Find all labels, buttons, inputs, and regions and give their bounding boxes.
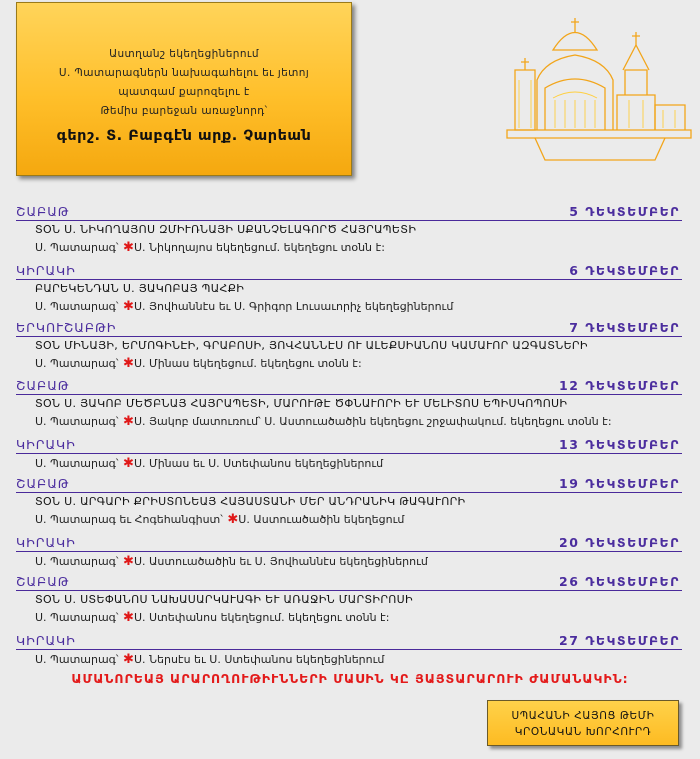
star-icon: ✱: [118, 554, 134, 569]
footer-line: ՍՊԱՀԱՆԻ ՀԱՅՈՑ ԹԵՄԻ: [511, 710, 655, 722]
header-text: [17, 45, 351, 121]
star-icon: ✱: [118, 456, 134, 471]
event-block: [16, 632, 682, 669]
event-feast: ՏՕՆ Ս. ՅԱԿՈԲ ՄԵԾԲՆԱՅ ՀԱՅՐԱՊԵՏԻ, ՄԱՐՈՒԹԷ ԾՓՆԱՒՈՐԻ ԵՒ ՄԵԼԻՏՈՍ ԵՊԻՍԿՈՊՈՍԻ: [35, 397, 568, 410]
star-icon: ✱: [118, 652, 134, 667]
event-day: ՇԱԲԱԹ: [16, 476, 70, 491]
liturgy-prefix: Ս. Պատարագ՝: [35, 611, 119, 624]
event-day: ՇԱԲԱԹ: [16, 574, 70, 589]
notice-text: ԱՄԱՆՈՐԵԱՅ ԱՐԱՐՈՂՈՒԹԻՒՆՆԵՐԻ ՄԱՍԻՆ ԿԸ ՅԱՅՏԱՐԱՐՈՒԻ ԺԱՄԱՆԱԿԻՆ:: [71, 671, 629, 686]
star-icon: ✱: [118, 610, 134, 625]
liturgy-prefix: Ս. Պատարագ՝: [35, 457, 119, 470]
header-line: պատգամ քարոզելու է: [118, 86, 250, 98]
star-icon: ✱: [118, 356, 134, 371]
liturgy-prefix: Ս. Պատարագ՝: [35, 300, 119, 313]
event-date: 13 ԴԵԿՏԵՄԲԵՐ: [559, 437, 680, 452]
header-line: Թեմիս բարեջան առաջնորդ՝: [100, 105, 268, 117]
star-icon: ✱: [118, 240, 134, 255]
event-header: [16, 436, 682, 454]
star-icon: ✱: [118, 299, 134, 314]
liturgy-detail: Ս. Յակոբ մատուռում՝ Ս. Աստուածածին եկեղեցու շրջափակում. եկեղեցու տօնն է:: [133, 415, 612, 428]
event-day: ԿԻՐԱԿԻ: [16, 263, 76, 278]
event-feast: ՏՕՆ ՄԻՆԱՅԻ, ԵՐՄՈԳԻՆԷԻ, ԳՐԱԲՈՍԻ, ՅՈՎՀԱՆՆԷՍ ՈՒ ԱԼԵՔՍԻԱՆՈՍ ԿԱՄԱՒՈՐ ԱԶԳԱՏՆԵՐԻ: [35, 339, 588, 352]
liturgy-detail: Ս. Նիկողայոս եկեղեցում. եկեղեցու տօնն է:: [133, 241, 385, 254]
event-date: 7 ԴԵԿՏԵՄԲԵՐ: [569, 320, 680, 335]
liturgy-detail: Ս. Մինաս եւ Ս. Ստեփանոս եկեղեցիներում: [133, 457, 384, 470]
event-block: [16, 262, 682, 316]
event-header: [16, 377, 682, 395]
event-date: 20 ԴԵԿՏԵՄԲԵՐ: [559, 535, 680, 550]
event-block: [16, 203, 682, 257]
liturgy-prefix: Ս. Պատարագ՝: [35, 415, 119, 428]
footer-box: [487, 700, 679, 746]
event-day: ԿԻՐԱԿԻ: [16, 633, 76, 648]
event-liturgy-line: [35, 412, 682, 431]
star-icon: ✱: [222, 512, 239, 527]
event-feast: ՏՕՆ Ս. ՍՏԵՓԱՆՈՍ ՆԱԽԱՍԱՐԿԱՒԱԳԻ ԵՒ ԱՌԱՋԻՆ ՄԱՐՏԻՐՈՍԻ: [35, 593, 413, 606]
event-date: 26 ԴԵԿՏԵՄԲԵՐ: [559, 574, 680, 589]
event-liturgy-line: [35, 552, 682, 571]
event-liturgy-line: [35, 297, 682, 316]
event-block: [16, 436, 682, 473]
event-header: [16, 319, 682, 337]
event-liturgy-line: [35, 354, 682, 373]
event-feast: ՏՕՆ Ս. ԱՐԳԱՐԻ ՔՐԻՍՏՈՆԵԱՅ ՀԱՅԱՍՏԱՆԻ ՄԵՐ ԱՆԴՐԱՆԻԿ ԹԱԳԱՒՈՐԻ: [35, 495, 466, 508]
header-author: գերշ. Տ. Բաբգէն արք. Չարեան: [56, 128, 312, 144]
event-liturgy-line: [35, 650, 682, 669]
event-liturgy-line: [35, 238, 682, 257]
header-line: Աստղանշ եկեղեցիներում: [109, 48, 259, 60]
liturgy-detail: Ս. Ստեփանոս եկեղեցում. եկեղեցու տօնն է:: [133, 611, 390, 624]
event-block: [16, 475, 682, 529]
event-header: [16, 534, 682, 552]
event-header: [16, 475, 682, 493]
footer-line: ԿՐՕՆԱԿԱՆ ԽՈՐՀՈՒՐԴ: [514, 726, 652, 738]
liturgy-prefix: Ս. Պատարագ՝: [35, 653, 119, 666]
event-liturgy-line: [35, 608, 682, 627]
event-liturgy-line: [35, 454, 682, 473]
star-icon: ✱: [118, 414, 134, 429]
liturgy-prefix: Ս. Պատարագ՝: [35, 555, 119, 568]
event-block: [16, 573, 682, 627]
liturgy-detail: Ս. Յովհաննէս եւ Ս. Գրիգոր Լուսաւորիչ եկեղեցիներում: [133, 300, 454, 313]
event-date: 12 ԴԵԿՏԵՄԲԵՐ: [559, 378, 680, 393]
event-block: [16, 534, 682, 571]
event-block: [16, 319, 682, 373]
event-header: [16, 262, 682, 280]
event-day: ՇԱԲԱԹ: [16, 378, 70, 393]
event-header: [16, 203, 682, 221]
event-day: ԿԻՐԱԿԻ: [16, 535, 76, 550]
event-day: ՇԱԲԱԹ: [16, 204, 70, 219]
liturgy-detail: Ս. Մինաս եկեղեցում. եկեղեցու տօնն է:: [133, 357, 362, 370]
liturgy-prefix: Ս. Պատարագ՝: [35, 357, 119, 370]
event-day: ԿԻՐԱԿԻ: [16, 437, 76, 452]
liturgy-detail: Ս. Աստուածածին եւ Ս. Յովհաննէս եկեղեցիներում: [133, 555, 428, 568]
event-date: 27 ԴԵԿՏԵՄԲԵՐ: [559, 633, 680, 648]
church-illustration: [505, 10, 695, 175]
header-line: Ս. Պատարագներն նախագահելու եւ յետոյ: [58, 67, 310, 79]
event-date: 6 ԴԵԿՏԵՄԲԵՐ: [569, 263, 680, 278]
header-box: [16, 2, 352, 176]
event-feast: ԲԱՐԵԿԵՆԴԱՆ Ս. ՅԱԿՈԲԱՅ ՊԱՀՔԻ: [35, 282, 245, 295]
liturgy-prefix: Ս. Պատարագ՝: [35, 241, 119, 254]
event-day: ԵՐԿՈՒՇԱԲԹԻ: [16, 320, 117, 335]
event-header: [16, 632, 682, 650]
liturgy-detail: Ս. Աստուածածին եկեղեցում: [238, 513, 405, 526]
event-date: 5 ԴԵԿՏԵՄԲԵՐ: [569, 204, 680, 219]
event-feast: ՏՕՆ Ս. ՆԻԿՈՂԱՅՈՍ ԶՄԻՒՌՆԱՅԻ ՍՔԱՆՉԵԼԱԳՈՐԾ ՀԱՅՐԱՊԵՏԻ: [35, 223, 417, 236]
liturgy-prefix: Ս. Պատարագ եւ Հոգեհանգիստ՝: [35, 513, 223, 526]
liturgy-detail: Ս. Ներսէս եւ Ս. Ստեփանոս եկեղեցիներում: [133, 653, 385, 666]
event-header: [16, 573, 682, 591]
event-date: 19 ԴԵԿՏԵՄԲԵՐ: [559, 476, 680, 491]
event-block: [16, 377, 682, 431]
event-liturgy-line: [35, 510, 682, 529]
